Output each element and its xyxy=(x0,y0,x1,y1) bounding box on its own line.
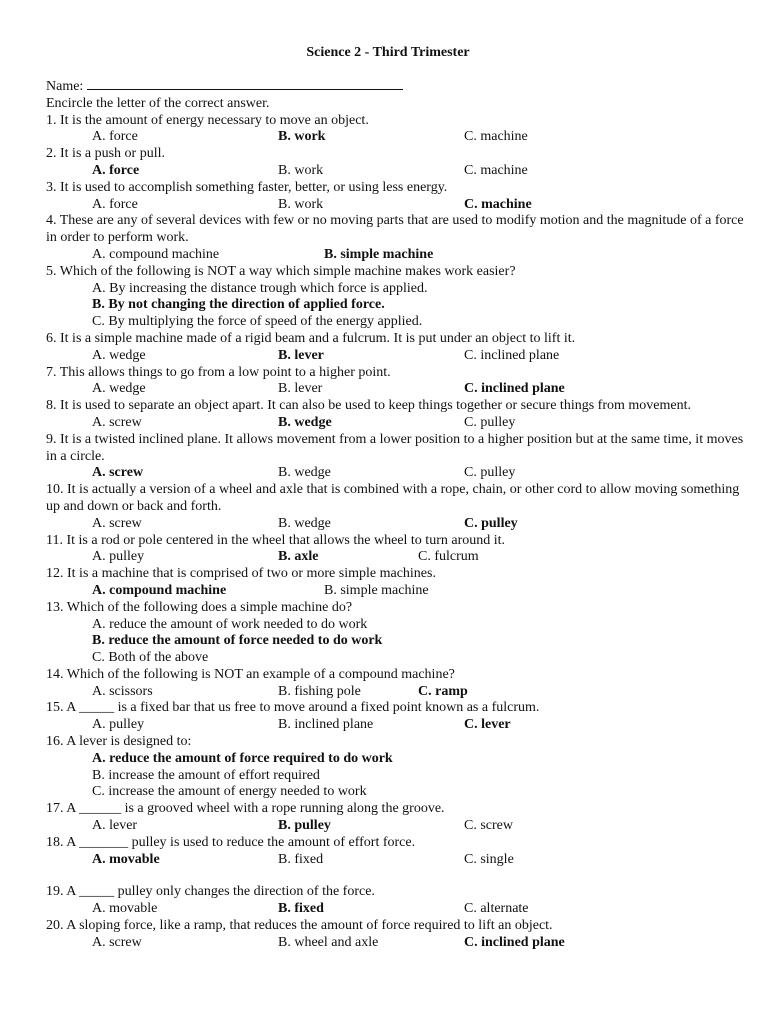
answer-option[interactable]: B. wheel and axle xyxy=(278,934,379,950)
question-text: 13. Which of the following does a simple machine do? xyxy=(46,599,353,615)
answer-option[interactable]: B. wedge xyxy=(278,414,332,430)
answer-row xyxy=(92,684,746,701)
question-text: 17. A ______ is a grooved wheel with a rope running along the groove. xyxy=(46,801,445,817)
answer-row xyxy=(92,197,746,214)
spacer xyxy=(46,868,746,884)
question-text: 20. A sloping force, like a ramp, that reduces the amount of force required to lift an object. xyxy=(46,918,553,934)
question-text: 14. Which of the following is NOT an example of a compound machine? xyxy=(46,666,455,682)
answer-option[interactable]: B. increase the amount of effort required xyxy=(92,767,320,783)
answer-option[interactable]: A. movable xyxy=(92,901,158,917)
answer-option[interactable]: A. pulley xyxy=(92,717,145,733)
answer-option[interactable]: A. lever xyxy=(92,818,138,834)
answer-row xyxy=(92,516,746,533)
question-text: 16. A lever is designed to: xyxy=(46,734,192,750)
answer-option[interactable]: B. inclined plane xyxy=(278,717,374,733)
answer-row xyxy=(92,415,746,432)
question-text: 12. It is a machine that is comprised of two or more simple machines. xyxy=(46,566,436,582)
name-line xyxy=(46,77,746,96)
answer-option[interactable]: A. compound machine xyxy=(92,246,220,262)
question-text: 1. It is the amount of energy necessary to move an object. xyxy=(46,112,369,128)
answer-option[interactable]: B. wedge xyxy=(278,465,331,481)
answer-option[interactable]: C. machine xyxy=(464,129,528,145)
answer-option[interactable]: C. By multiplying the force of speed of the energy applied. xyxy=(92,314,423,330)
question-text: 18. A _______ pulley is used to reduce the amount of effort force. xyxy=(46,834,416,850)
question-list xyxy=(46,113,746,952)
answer-option[interactable]: C. pulley xyxy=(464,515,518,531)
question-text: 2. It is a push or pull. xyxy=(46,146,165,162)
answer-row xyxy=(92,901,746,918)
answer-option[interactable]: A. screw xyxy=(92,515,142,531)
answer-option[interactable]: C. Both of the above xyxy=(92,650,209,666)
answer-option[interactable]: B. fixed xyxy=(278,851,324,867)
worksheet xyxy=(46,44,746,952)
answer-row xyxy=(92,717,746,734)
answer-option[interactable]: C. pulley xyxy=(464,414,516,430)
page-title: Science 2 - Third Trimester xyxy=(306,45,470,60)
answer-option[interactable]: B. By not changing the direction of applied force. xyxy=(92,297,385,313)
answer-row xyxy=(92,818,746,835)
answer-option[interactable]: A. reduce the amount of force required to do work xyxy=(92,750,393,766)
answer-option[interactable]: C. lever xyxy=(464,717,511,733)
answer-option[interactable]: A. wedge xyxy=(92,347,146,363)
question-text: 4. These are any of several devices with few or no moving parts that are used to modify motion and the magnitude of a force in order to perform work. xyxy=(46,213,744,246)
question-text: 9. It is a twisted inclined plane. It allows movement from a lower position to a higher position but at the same time, it moves in a circle. xyxy=(46,431,744,464)
answer-option[interactable]: C. pulley xyxy=(464,465,516,481)
answer-option[interactable]: B. lever xyxy=(278,347,324,363)
name-blank xyxy=(87,77,403,90)
answer-option[interactable]: C. screw xyxy=(464,818,513,834)
answer-option[interactable]: A. movable xyxy=(92,851,160,867)
answer-row xyxy=(92,935,746,952)
question-text: 7. This allows things to go from a low point to a higher point. xyxy=(46,364,391,380)
answer-row xyxy=(92,129,746,146)
answer-row xyxy=(92,852,746,869)
answer-option[interactable]: A. scissors xyxy=(92,683,153,699)
answer-option[interactable]: C. machine xyxy=(464,162,528,178)
answer-option[interactable]: A. screw xyxy=(92,414,142,430)
answer-option[interactable]: A. reduce the amount of work needed to do work xyxy=(92,616,368,632)
answer-option[interactable]: C. single xyxy=(464,851,514,867)
answer-option[interactable]: A. force xyxy=(92,129,138,145)
answer-option[interactable]: C. ramp xyxy=(418,683,468,699)
question-text: 15. A _____ is a fixed bar that us free to move around a fixed point known as a fulcrum. xyxy=(46,700,540,716)
answer-option[interactable]: B. reduce the amount of force needed to do work xyxy=(92,633,383,649)
answer-option[interactable]: C. inclined plane xyxy=(464,934,565,950)
question-text: 19. A _____ pulley only changes the direction of the force. xyxy=(46,884,375,900)
answer-option[interactable]: B. work xyxy=(278,162,324,178)
answer-option[interactable]: B. work xyxy=(278,196,324,212)
answer-row xyxy=(92,348,746,365)
question-text: 6. It is a simple machine made of a rigid beam and a fulcrum. It is put under an object to lift it. xyxy=(46,330,576,346)
answer-option[interactable]: A. wedge xyxy=(92,381,146,397)
question-text: 10. It is actually a version of a wheel and axle that is combined with a rope, chain, or other cord to allow moving something up and down or back and forth. xyxy=(46,482,740,514)
answer-option[interactable]: B. wedge xyxy=(278,515,331,531)
answer-option[interactable]: C. inclined plane xyxy=(464,381,565,397)
question-text: 5. Which of the following is NOT a way which simple machine makes work easier? xyxy=(46,263,516,279)
answer-option[interactable]: B. fishing pole xyxy=(278,683,361,699)
answer-option[interactable]: C. alternate xyxy=(464,901,529,917)
answer-option[interactable]: A. compound machine xyxy=(92,582,227,598)
answer-option[interactable]: C. increase the amount of energy needed to work xyxy=(92,784,367,800)
instruction: Encircle the letter of the correct answer. xyxy=(46,95,270,111)
answer-row xyxy=(92,549,746,566)
answer-option[interactable]: B. pulley xyxy=(278,818,331,834)
answer-option[interactable]: A. screw xyxy=(92,934,142,950)
answer-option[interactable]: A. force xyxy=(92,196,138,212)
answer-option[interactable]: A. screw xyxy=(92,465,144,481)
question-text: 8. It is used to separate an object apart. It can also be used to keep things together or secure things from movement. xyxy=(46,398,691,414)
answer-option[interactable]: C. fulcrum xyxy=(418,549,479,565)
answer-option[interactable]: A. By increasing the distance trough which force is applied. xyxy=(92,280,428,296)
answer-row xyxy=(92,247,746,264)
answer-row xyxy=(92,465,746,482)
name-label: Name: xyxy=(46,79,84,94)
answer-option[interactable]: B. fixed xyxy=(278,901,324,917)
answer-option[interactable]: C. machine xyxy=(464,196,532,212)
answer-option[interactable]: A. pulley xyxy=(92,549,145,565)
answer-option[interactable]: B. lever xyxy=(278,381,323,397)
answer-option[interactable]: B. simple machine xyxy=(324,246,434,262)
answer-row xyxy=(92,583,746,600)
question-text: 3. It is used to accomplish something faster, better, or using less energy. xyxy=(46,179,448,195)
answer-option[interactable]: C. inclined plane xyxy=(464,347,560,363)
answer-row xyxy=(92,381,746,398)
answer-option[interactable]: B. axle xyxy=(278,549,319,565)
answer-option[interactable]: A. force xyxy=(92,162,140,178)
answer-option[interactable]: B. simple machine xyxy=(324,582,429,598)
question-text: 11. It is a rod or pole centered in the wheel that allows the wheel to turn around it. xyxy=(46,532,506,548)
answer-option[interactable]: B. work xyxy=(278,129,326,145)
answer-row xyxy=(92,163,746,180)
